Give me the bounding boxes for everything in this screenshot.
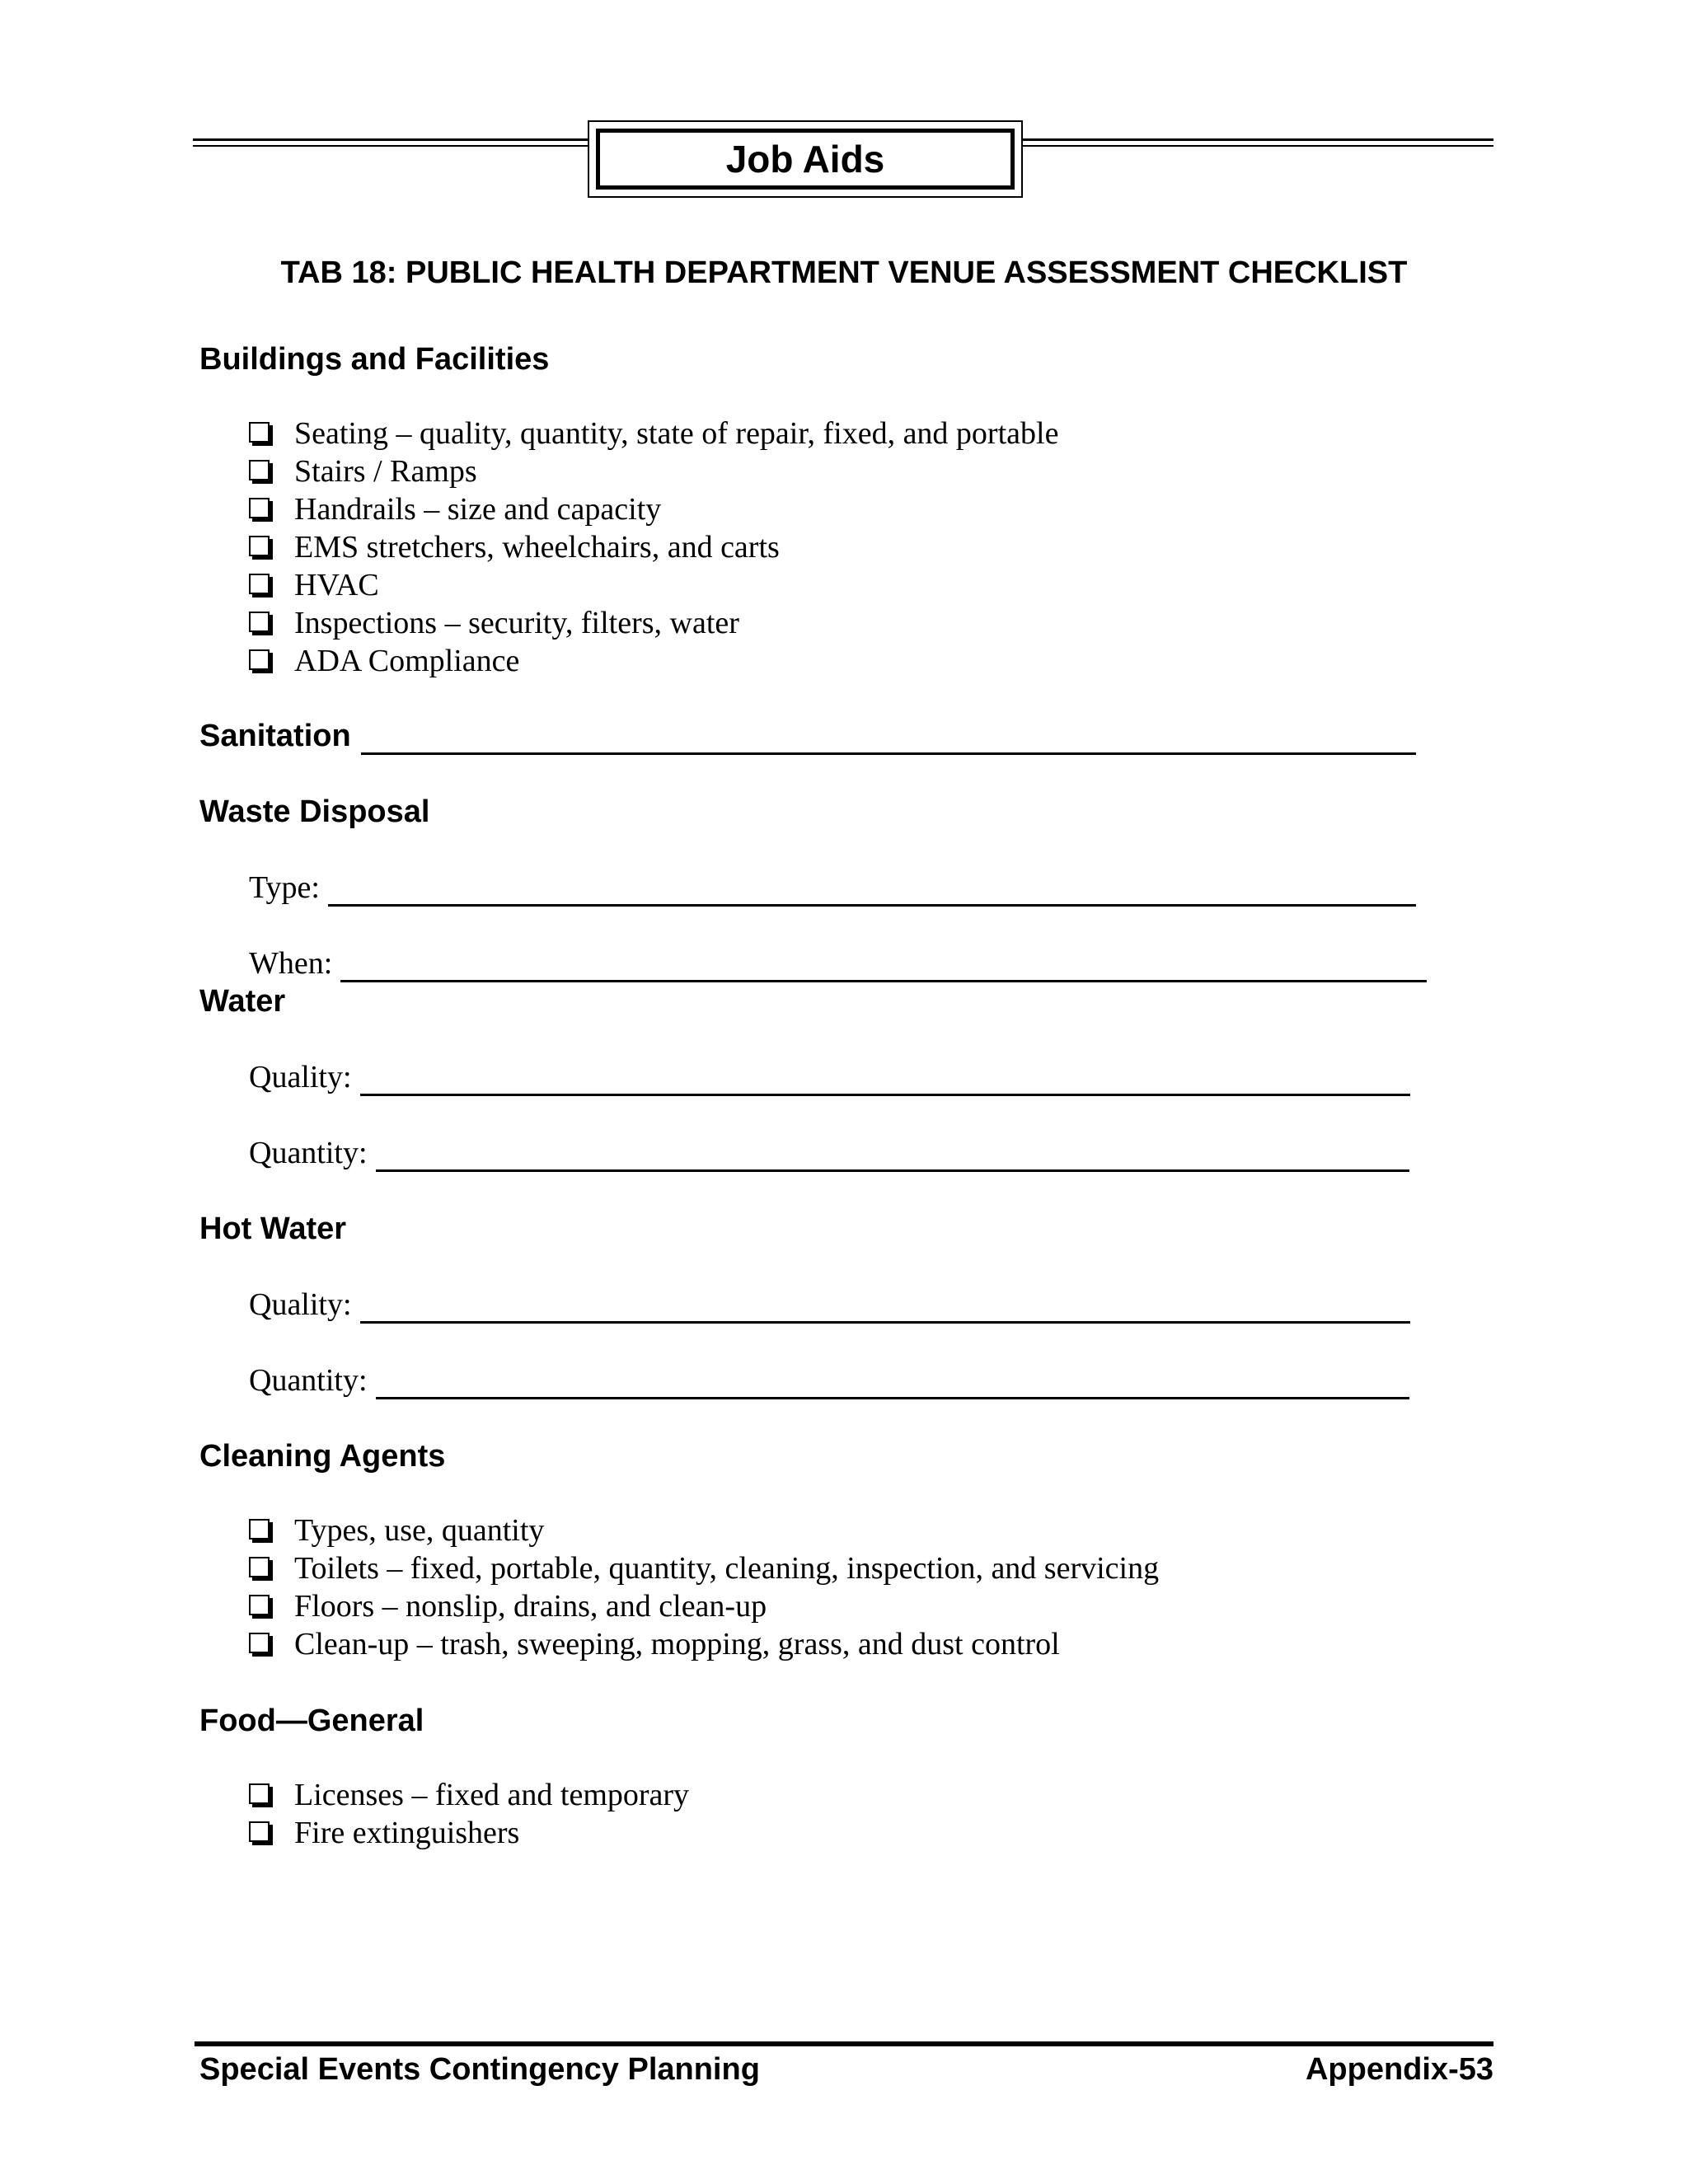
footer-left: Special Events Contingency Planning: [199, 2052, 760, 2087]
heading-food-general: Food—General: [199, 1704, 424, 1738]
header-rule-left-2: [193, 145, 588, 147]
water-quantity-blank[interactable]: [376, 1140, 1409, 1172]
checkbox[interactable]: [249, 574, 270, 594]
hot-water-quality-blank[interactable]: [360, 1291, 1410, 1324]
checklist-item: Licenses – fixed and temporary: [249, 1776, 689, 1814]
heading-sanitation: Sanitation: [199, 717, 1416, 755]
heading-water: Water: [199, 984, 286, 1019]
hot-water-quality-field: Quality:: [249, 1286, 1410, 1324]
checkbox[interactable]: [249, 1821, 270, 1842]
sanitation-blank[interactable]: [361, 723, 1416, 755]
checklist-cleaning: [249, 1511, 1159, 1663]
checkbox[interactable]: [249, 1783, 270, 1804]
waste-type-blank[interactable]: [328, 874, 1416, 907]
header-rule-right-2: [1022, 145, 1493, 147]
water-quality-field: Quality:: [249, 1058, 1410, 1096]
water-quantity-field: Quantity:: [249, 1134, 1409, 1172]
checklist-item: Inspections – security, filters, water: [249, 604, 1058, 642]
header-rule-left: [193, 138, 588, 141]
waste-type-field: Type:: [249, 869, 1416, 907]
checklist-item: Clean-up – trash, sweeping, mopping, grass, and dust control: [249, 1625, 1159, 1663]
checklist-buildings: [249, 415, 1058, 680]
checkbox[interactable]: [249, 649, 270, 670]
checklist-item: ADA Compliance: [249, 642, 1058, 680]
hot-water-quantity-field: Quantity:: [249, 1361, 1409, 1399]
checkbox[interactable]: [249, 612, 270, 632]
hot-water-quantity-blank[interactable]: [376, 1367, 1409, 1399]
checklist-item: Types, use, quantity: [249, 1511, 1159, 1549]
footer-page-number: Appendix-53: [1305, 2052, 1493, 2087]
checklist-food: [249, 1776, 689, 1852]
checklist-item: Toilets – fixed, portable, quantity, cleaning, inspection, and servicing: [249, 1549, 1159, 1587]
document-title: TAB 18: PUBLIC HEALTH DEPARTMENT VENUE ASSESSMENT CHECKLIST: [280, 255, 1408, 290]
checklist-item: Handrails – size and capacity: [249, 490, 1058, 528]
checkbox[interactable]: [249, 1519, 270, 1540]
footer-rule: [195, 2041, 1493, 2046]
checklist-item: EMS stretchers, wheelchairs, and carts: [249, 528, 1058, 566]
heading-buildings: Buildings and Facilities: [199, 342, 550, 377]
heading-hot-water: Hot Water: [199, 1212, 347, 1246]
checklist-item: Seating – quality, quantity, state of repair, fixed, and portable: [249, 415, 1058, 452]
checkbox[interactable]: [249, 498, 270, 518]
checklist-item: Fire extinguishers: [249, 1814, 689, 1852]
waste-when-blank[interactable]: [340, 950, 1427, 982]
job-aids-label: Job Aids: [596, 129, 1015, 190]
checklist-item: Floors – nonslip, drains, and clean-up: [249, 1587, 1159, 1625]
checkbox[interactable]: [249, 1633, 270, 1653]
checklist-item: HVAC: [249, 566, 1058, 604]
heading-cleaning-agents: Cleaning Agents: [199, 1439, 446, 1474]
header-rule-right: [1022, 138, 1493, 141]
job-aids-box: [588, 120, 1023, 198]
checkbox[interactable]: [249, 460, 270, 480]
checkbox[interactable]: [249, 422, 270, 443]
checklist-item: Stairs / Ramps: [249, 452, 1058, 490]
checkbox[interactable]: [249, 536, 270, 556]
checkbox[interactable]: [249, 1557, 270, 1577]
heading-waste-disposal: Waste Disposal: [199, 794, 430, 829]
water-quality-blank[interactable]: [360, 1064, 1410, 1096]
waste-when-field: When:: [249, 944, 1427, 982]
checkbox[interactable]: [249, 1595, 270, 1615]
